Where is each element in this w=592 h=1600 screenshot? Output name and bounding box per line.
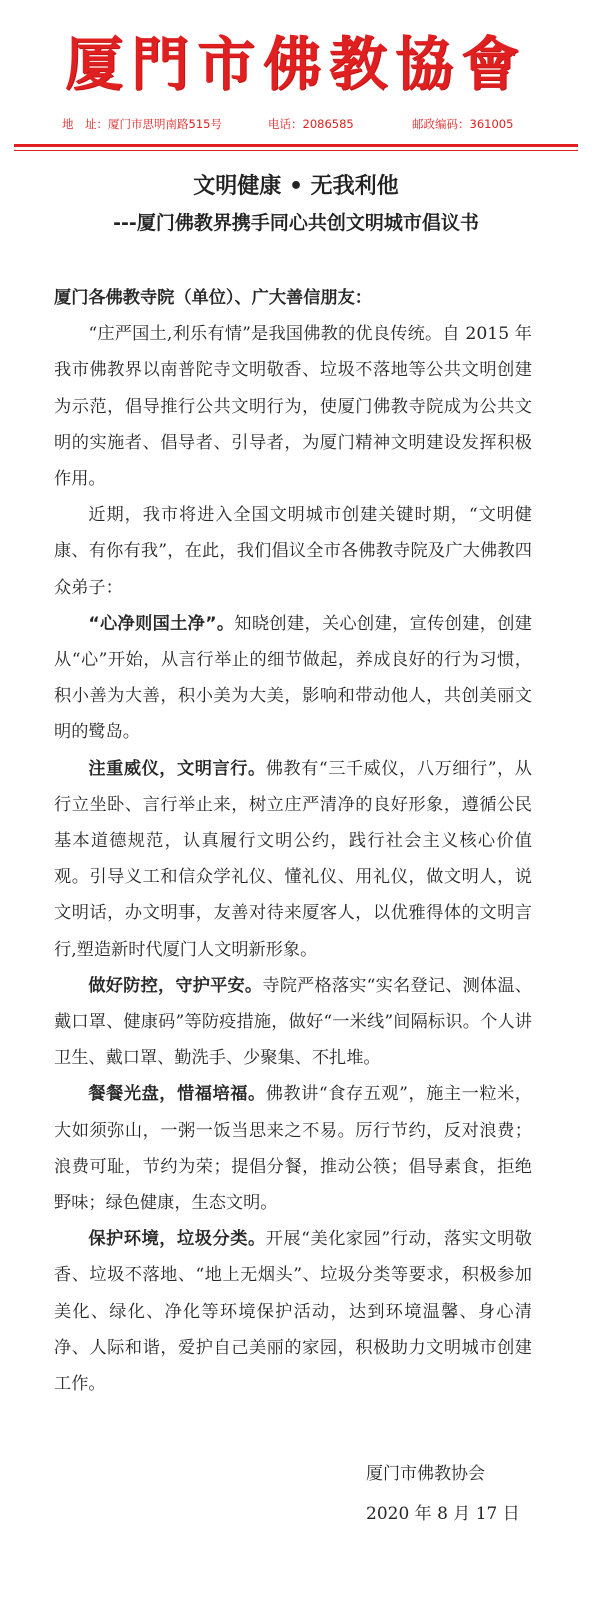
organization-name: 厦門市佛教協會 xyxy=(64,30,527,98)
paragraph-6 xyxy=(54,1076,532,1221)
header-divider-thick xyxy=(14,144,578,147)
header-divider-thin xyxy=(14,150,578,151)
paragraph-2-text: 近期，我市将进入全国文明城市创建关键时期，“文明健康、有你有我”，在此，我们倡议全市各佛教寺院及广大佛教四众弟子： xyxy=(54,505,532,598)
paragraph-4-text: 佛教有“三千威仪，八万细行”，从行立坐卧、言行举止来，树立庄严清净的良好形象，遵循公民基本道德规范，认真履行文明公约，践行社会主义核心价值观。引导义工和信众学礼仪、懂礼仪、用礼仪，做文明人，说文明话，办文明事，友善对待来厦客人，以优雅得体的文明言行,塑造新时代厦门人文明新形象。 xyxy=(54,758,532,960)
document-subtitle: ---厦门佛教界携手同心共创文明城市倡议书 xyxy=(113,212,479,234)
paragraph-7-lead: 保护环境，垃圾分类。 xyxy=(88,1229,266,1250)
signature: 厦门市佛教协会 xyxy=(366,1464,485,1484)
paragraph-5-lead: 做好防控，守护平安。 xyxy=(88,975,263,996)
document-body xyxy=(54,280,532,1402)
paragraph-3 xyxy=(54,606,532,751)
contact-info xyxy=(0,114,592,134)
phone-text: 电话：2086585 xyxy=(268,117,354,131)
paragraph-4 xyxy=(54,751,532,968)
paragraph-5 xyxy=(54,968,532,1077)
letterhead xyxy=(0,0,592,160)
paragraph-7 xyxy=(54,1221,532,1402)
paragraph-5-text: 寺院严格落实“实名登记、测体温、戴口罩、健康码”等防疫措施，做好“一米线”间隔标识。个人讲卫生、戴口罩、勤洗手、少聚集、不扎堆。 xyxy=(54,975,532,1069)
paragraph-6-lead: 餐餐光盘，惜福培福。 xyxy=(88,1084,266,1105)
paragraph-6-text: 佛教讲“食存五观”，施主一粒米，大如须弥山，一粥一饭当思来之不易。厉行节约，反对浪费；浪费可耻，节约为荣；提倡分餐，推动公筷；倡导素食，拒绝野味；绿色健康，生态文明。 xyxy=(54,1084,532,1214)
paragraph-3-lead: “心净则国土净”。 xyxy=(88,613,235,634)
paragraph-7-text: 开展“美化家园”行动，落实文明敬香、垃圾不落地、“地上无烟头”、垃圾分类等要求，积极参加美化、绿化、净化等环境保护活动，达到环境温馨、身心清净、人际和谐，爱护自己美丽的家园，积极助力文明城市创建工作。 xyxy=(54,1229,532,1395)
salutation: 厦门各佛教寺院（单位）、广大善信朋友： xyxy=(54,288,372,308)
address-text: 地 址：厦门市思明南路515号 xyxy=(62,117,222,131)
paragraph-1-text: “庄严国土,利乐有情”是我国佛教的优良传统。自 2015 年我市佛教界以南普陀寺文明敬香、垃圾不落地等公共文明创建为示范，倡导推行公共文明行为，使厦门佛教寺院成为公共文明的实施者、倡导者、引导者，为厦门精神文明建设发挥积极作用。 xyxy=(54,324,532,490)
document-title: 文明健康 • 无我利他 xyxy=(193,174,399,199)
paragraph-4-lead: 注重威仪，文明言行。 xyxy=(88,758,266,779)
postal-code-text: 邮政编码：361005 xyxy=(412,117,514,131)
paragraph-2 xyxy=(54,497,532,606)
paragraph-1 xyxy=(54,316,532,497)
document-date: 2020 年 8 月 17 日 xyxy=(366,1504,520,1524)
paragraph-3-text: 知晓创建，关心创建，宣传创建，创建从“心”开始，从言行举止的细节做起，养成良好的行为习惯，积小善为大善，积小美为大美，影响和带动他人，共创美丽文明的鹭岛。 xyxy=(54,613,532,743)
